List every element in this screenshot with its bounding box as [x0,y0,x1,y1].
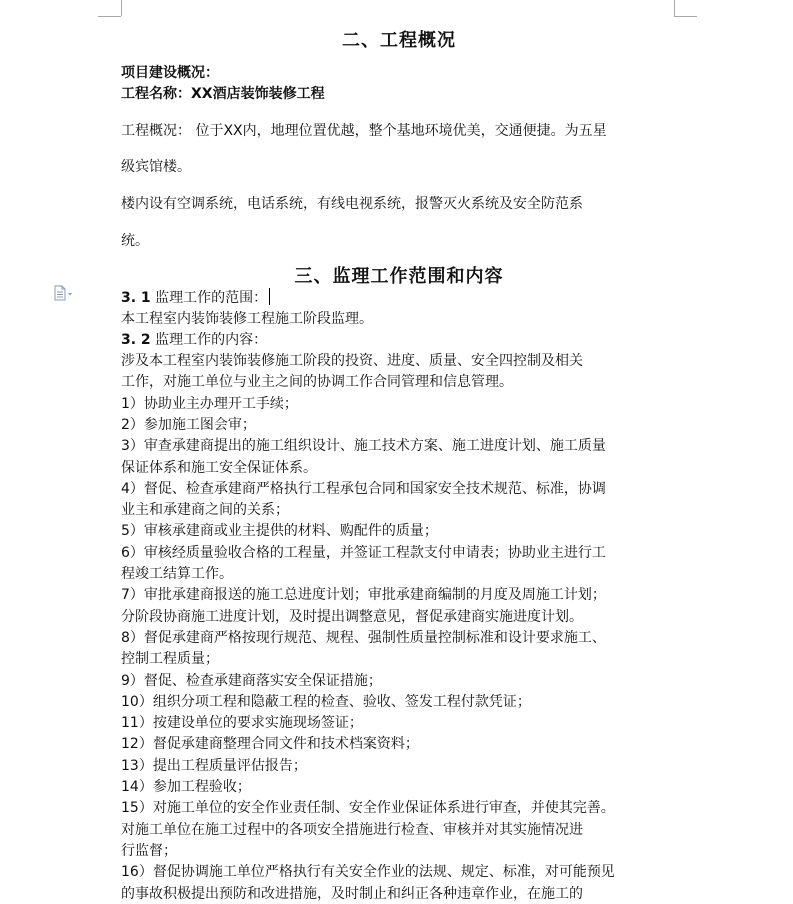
scope-label: 监理工作的范围： [155,290,268,306]
content-line: 4）督促、检查承建商严格执行工程承包合同和国家安全技术规范、标准，协调 [121,480,606,497]
scope-number: 3. 1 [121,290,151,306]
content-line: 11）按建设单位的要求实施现场签证； [121,715,363,732]
content-line: 16）督促协调施工单位严格执行有关安全作业的法规、规定、标准，对可能预见 [121,864,615,881]
page-corner-mark-top-left [98,16,121,17]
content-line: 15）对施工单位的安全作业责任制、安全作业保证体系进行审查，并使其完善。 [121,800,615,817]
project-name-label: 工程名称： [121,86,191,102]
page-corner-mark-top-right [674,0,675,16]
content-line: 10）组织分项工程和隐蔽工程的检查、验收、签发工程付款凭证； [121,693,531,710]
summary-line: 统。 [121,233,149,249]
content-line: 3）审查承建商提出的施工组织设计、施工技术方案、施工进度计划、施工质量 [121,438,606,455]
content-line: 9）督促、检查承建商落实安全保证措施； [121,672,382,689]
page-corner-mark-top-left [121,0,122,16]
content-heading [121,329,267,349]
summary-line: 工程概况： 位于XX内，地理位置优越，整个基地环境优美，交通便捷。为五星 [121,123,607,139]
content-line: 的事故积极提出预防和改进措施，及时制止和纠正各种违章作业，在施工的 [121,885,583,902]
content-line: 14）参加工程验收； [121,779,251,795]
content-line: 8）督促承建商严格按现行规范、规程、强制性质量控制标准和设计要求施工、 [121,629,606,646]
summary-line: 楼内设有空调系统，电话系统，有线电视系统，报警灭火系统及安全防范系 [121,196,583,212]
section-2-title: 二、工程概况 [342,30,456,51]
content-line: 2）参加施工图会审； [121,416,256,433]
content-line: 程竣工结算工作。 [121,566,233,582]
content-line: 业主和承建商之间的关系； [121,502,289,519]
content-number: 3. 2 [121,332,151,348]
overview-label: 项目建设概况： [121,65,219,81]
section-3-title: 三、监理工作范围和内容 [294,266,504,287]
content-line: 控制工程质量； [121,651,219,668]
content-line: 1）协助业主办理开工手续； [121,395,298,412]
content-line: 6）审核经质量验收合格的工程量，并签证工程款支付申请表；协助业主进行工 [121,544,606,561]
summary-line: 级宾馆楼。 [121,159,191,175]
content-line: 分阶段协商施工进度计划，及时提出调整意见，督促承建商实施进度计划。 [121,608,583,625]
project-name-line [121,83,325,103]
content-line: 12）督促承建商整理合同文件和技术档案资料； [121,736,419,753]
content-line: 工作，对施工单位与业主之间的协调工作合同管理和信息管理。 [121,374,513,391]
scope-text: 本工程室内装饰装修工程施工阶段监理。 [121,311,373,327]
content-line: 5）审核承建商或业主提供的材料、购配件的质量； [121,523,438,540]
content-line: 行监督； [121,842,177,859]
document-icon[interactable] [53,285,75,301]
content-label: 监理工作的内容： [155,332,268,348]
content-line: 13）提出工程质量评估报告； [121,757,307,774]
scope-heading [121,287,270,307]
project-name-value: XX酒店装饰装修工程 [191,86,325,102]
content-line: 保证体系和施工安全保证体系。 [121,459,317,476]
content-line: 涉及本工程室内装饰装修施工阶段的投资、进度、质量、安全四控制及相关 [121,353,583,369]
content-line: 7）审批承建商报送的施工总进度计划；审批承建商编制的月度及周施工计划； [121,587,606,604]
text-cursor [269,288,270,305]
content-line: 对施工单位在施工过程中的各项安全措施进行检查、审核并对其实施情况进 [121,821,583,838]
page-corner-mark-top-right [674,16,697,17]
